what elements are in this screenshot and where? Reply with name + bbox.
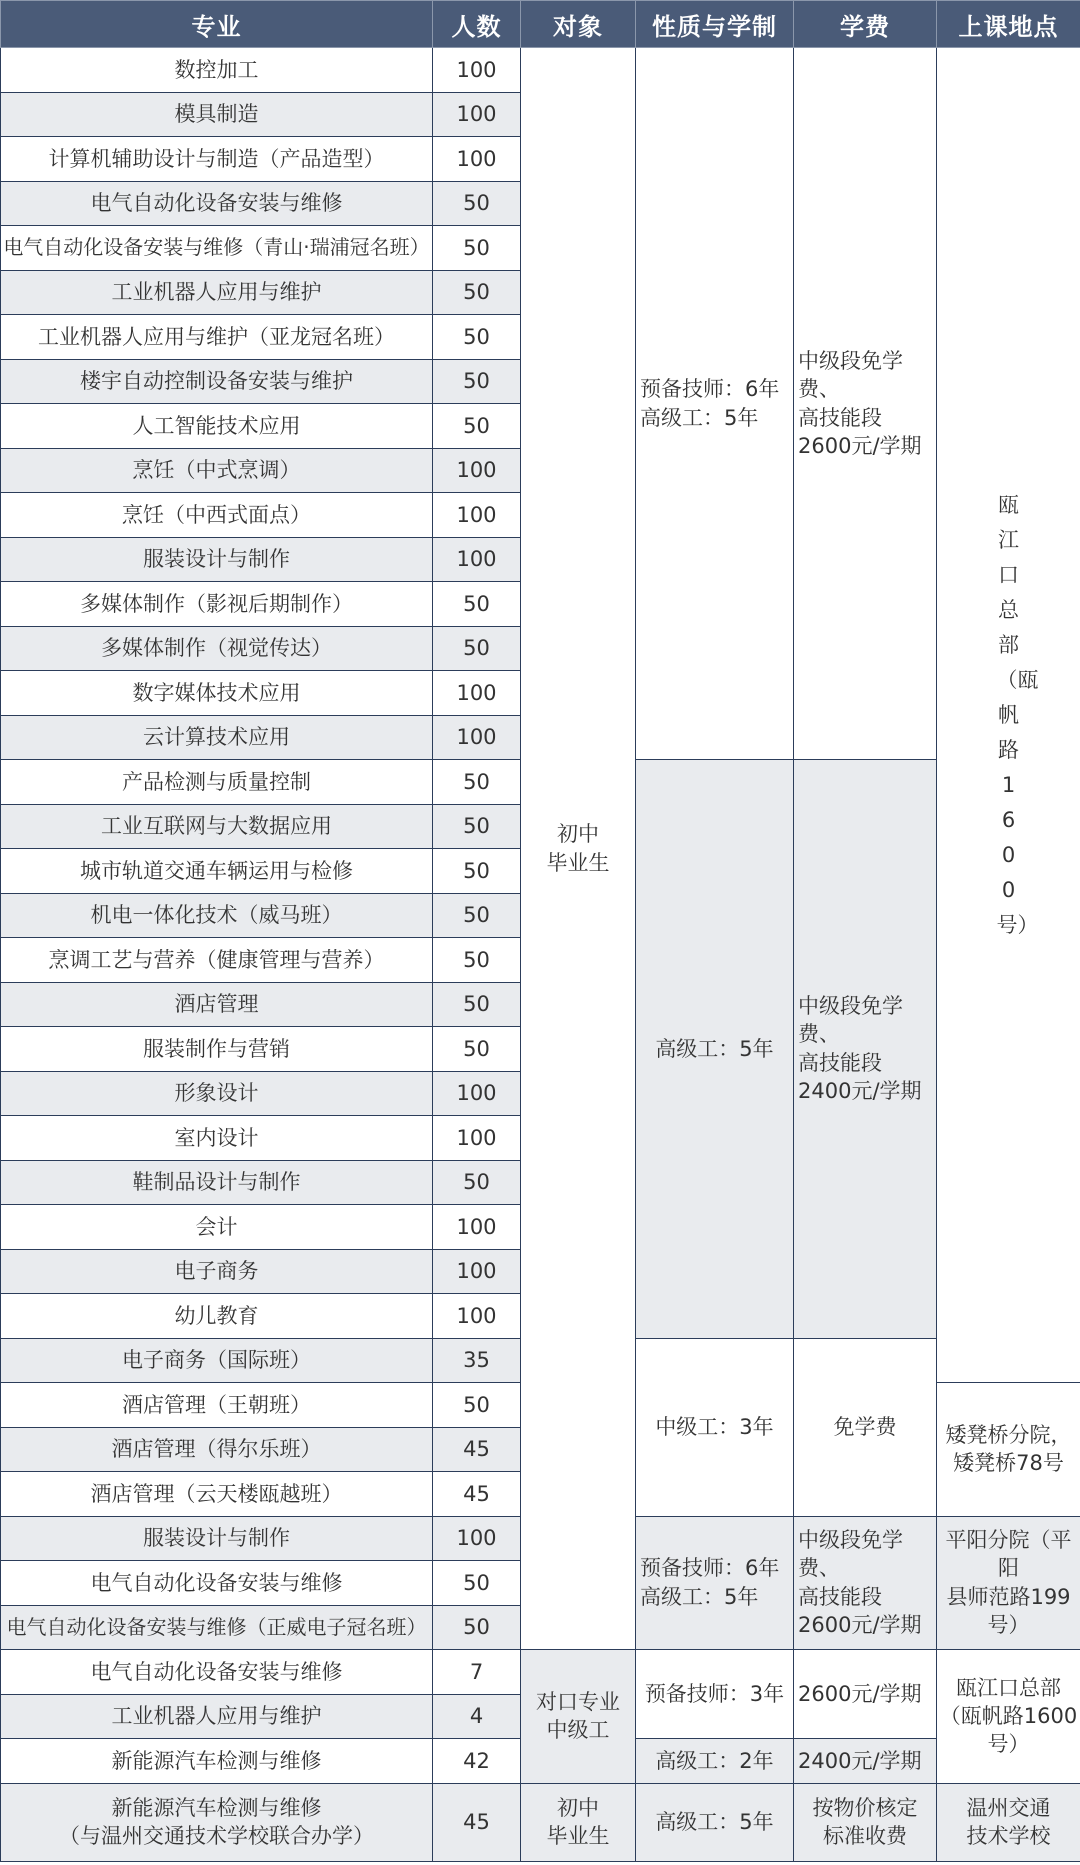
major-cell: 幼儿教育: [1, 1294, 433, 1339]
count-cell: 50: [433, 582, 521, 627]
fee-line: 中级段免学费、: [798, 994, 903, 1047]
target-cell: [521, 1650, 636, 1784]
major-cell: 计算机辅助设计与制造（产品造型）: [1, 137, 433, 182]
fee-line: 2600元/学期: [798, 433, 922, 458]
count-cell: 100: [433, 448, 521, 493]
location-line: 矮凳桥分院，: [945, 1422, 1072, 1447]
fee-cell: [794, 1338, 937, 1516]
major-cell: 多媒体制作（视觉传达）: [1, 626, 433, 671]
major-cell: 数控加工: [1, 48, 433, 93]
system-line: 预备技师：6年: [640, 1556, 780, 1581]
major-cell: 电气自动化设备安装与维修（青山·瑞浦冠名班）: [1, 226, 433, 271]
count-cell: 50: [433, 760, 521, 805]
location-cell: [937, 1783, 1080, 1861]
target-cell: [521, 1783, 636, 1861]
count-cell: 100: [433, 1516, 521, 1561]
major-cell: 城市轨道交通车辆运用与检修: [1, 849, 433, 894]
count-cell: 45: [433, 1783, 521, 1861]
fee-cell: [794, 760, 937, 1339]
target-text: 对口专业 中级工: [536, 1689, 620, 1743]
fee-cell: [794, 1783, 937, 1861]
major-cell: 电子商务（国际班）: [1, 1338, 433, 1383]
count-cell: 100: [433, 715, 521, 760]
header-row: [1, 1, 1080, 48]
location-cell: [937, 48, 1080, 1383]
target-cell: [521, 48, 636, 1650]
major-cell: 烹调工艺与营养（健康管理与营养）: [1, 938, 433, 983]
major-cell: 服装制作与营销: [1, 1027, 433, 1072]
system-line: 预备技师：3年: [644, 1681, 785, 1706]
major-cell: 形象设计: [1, 1071, 433, 1116]
system-cell: [636, 48, 794, 760]
location-cell: [937, 1650, 1080, 1784]
system-line: 高级工：5年: [640, 405, 759, 430]
count-cell: 100: [433, 48, 521, 93]
system-line: 预备技师：6年: [640, 377, 780, 402]
fee-line: 高技能段: [798, 1050, 882, 1075]
target-text: 初中 毕业生: [546, 1795, 610, 1848]
major-cell: 电气自动化设备安装与维修: [1, 1561, 433, 1606]
count-cell: 100: [433, 1071, 521, 1116]
major-cell: [1, 1783, 433, 1861]
fee-cell: [794, 1650, 937, 1739]
count-cell: 42: [433, 1739, 521, 1784]
count-cell: 50: [433, 181, 521, 226]
major-cell: 酒店管理（王朝班）: [1, 1383, 433, 1428]
count-cell: 100: [433, 1116, 521, 1161]
system-line: 高级工：2年: [655, 1748, 774, 1773]
major-cell: 酒店管理（得尔乐班）: [1, 1427, 433, 1472]
system-line: 高级工：5年: [655, 1036, 774, 1061]
fee-line: 中级段免学费、: [798, 1528, 903, 1581]
header-location: 上课地点: [937, 1, 1080, 48]
major-cell: 鞋制品设计与制作: [1, 1160, 433, 1205]
major-cell: 烹饪（中式烹调）: [1, 448, 433, 493]
fee-line: 2400元/学期: [798, 1079, 922, 1104]
count-cell: 4: [433, 1694, 521, 1739]
count-cell: 50: [433, 938, 521, 983]
system-cell: [636, 1650, 794, 1739]
location-line: 温州交通: [966, 1795, 1051, 1820]
system-line: 高级工：5年: [640, 1584, 759, 1609]
fee-line: 高技能段: [798, 1584, 882, 1609]
location-line: 县师范路199号）: [946, 1584, 1071, 1638]
count-cell: 50: [433, 315, 521, 360]
count-cell: 7: [433, 1650, 521, 1695]
count-cell: 45: [433, 1427, 521, 1472]
count-cell: 100: [433, 1249, 521, 1294]
major-cell: 会计: [1, 1205, 433, 1250]
count-cell: 50: [433, 893, 521, 938]
major-cell: 模具制造: [1, 92, 433, 137]
count-cell: 100: [433, 1294, 521, 1339]
system-cell: [636, 1516, 794, 1650]
count-cell: 50: [433, 849, 521, 894]
major-line: 新能源汽车检测与维修: [111, 1795, 322, 1820]
count-cell: 50: [433, 270, 521, 315]
count-cell: 50: [433, 1027, 521, 1072]
major-cell: 电气自动化设备安装与维修: [1, 1650, 433, 1695]
major-cell: 室内设计: [1, 1116, 433, 1161]
fee-line: 2600元/学期: [798, 1681, 922, 1706]
header-fee: 学费: [794, 1, 937, 48]
major-cell: 工业互联网与大数据应用: [1, 804, 433, 849]
count-cell: 100: [433, 671, 521, 716]
location-cell: [937, 1516, 1080, 1650]
count-cell: 100: [433, 537, 521, 582]
system-cell: [636, 1338, 794, 1516]
location-line: 技术学校: [966, 1824, 1051, 1848]
location-line: 瓯江口总部: [956, 1675, 1061, 1700]
count-cell: 50: [433, 1561, 521, 1606]
fee-line: 2400元/学期: [798, 1748, 922, 1773]
major-cell: 电气自动化设备安装与维修（正威电子冠名班）: [1, 1605, 433, 1650]
major-cell: 电子商务: [1, 1249, 433, 1294]
major-cell: 酒店管理（云天楼瓯越班）: [1, 1472, 433, 1517]
major-cell: 酒店管理: [1, 982, 433, 1027]
major-cell: 电气自动化设备安装与维修: [1, 181, 433, 226]
target-text: 初中 毕业生: [546, 822, 610, 875]
fee-cell: [794, 1739, 937, 1784]
major-cell: 多媒体制作（影视后期制作）: [1, 582, 433, 627]
fee-line: 2600元/学期: [798, 1613, 922, 1638]
fee-cell: [794, 1516, 937, 1650]
fee-cell: [794, 48, 937, 760]
major-cell: 工业机器人应用与维护: [1, 1694, 433, 1739]
system-line: 高级工：5年: [655, 1809, 774, 1834]
fee-line: 标准收费: [823, 1824, 907, 1848]
header-major: 专业: [1, 1, 433, 48]
location-line: 平阳分院（平阳: [945, 1528, 1072, 1581]
major-cell: 人工智能技术应用: [1, 404, 433, 449]
count-cell: 100: [433, 92, 521, 137]
table-row: [1, 1650, 1080, 1695]
table-row: [1, 1783, 1080, 1861]
system-cell: [636, 760, 794, 1339]
major-cell: 数字媒体技术应用: [1, 671, 433, 716]
count-cell: 50: [433, 404, 521, 449]
major-cell: 机电一体化技术（威马班）: [1, 893, 433, 938]
count-cell: 50: [433, 626, 521, 671]
count-cell: 50: [433, 226, 521, 271]
count-cell: 100: [433, 137, 521, 182]
major-cell: 服装设计与制作: [1, 1516, 433, 1561]
major-cell: 工业机器人应用与维护: [1, 270, 433, 315]
major-cell: 云计算技术应用: [1, 715, 433, 760]
fee-line: 按物价核定: [812, 1795, 918, 1820]
system-cell: [636, 1783, 794, 1861]
location-text: 瓯江口总部（瓯帆路1600号）: [996, 492, 1039, 937]
major-cell: 产品检测与质量控制: [1, 760, 433, 805]
table-row: [1, 48, 1080, 93]
count-cell: 100: [433, 1205, 521, 1250]
count-cell: 35: [433, 1338, 521, 1383]
fee-line: 中级段免学费、: [798, 348, 903, 402]
location-line: （瓯帆路1600号）: [939, 1704, 1078, 1757]
count-cell: 50: [433, 359, 521, 404]
location-line: 矮凳桥78号: [953, 1451, 1064, 1476]
header-target: 对象: [521, 1, 636, 48]
location-cell: [937, 1383, 1080, 1517]
count-cell: 50: [433, 1383, 521, 1428]
major-cell: 烹饪（中西式面点）: [1, 493, 433, 538]
system-cell: [636, 1739, 794, 1784]
count-cell: 50: [433, 1605, 521, 1650]
fee-line: 高技能段: [798, 405, 882, 430]
fee-line: 免学费: [833, 1414, 897, 1439]
major-cell: 服装设计与制作: [1, 537, 433, 582]
count-cell: 50: [433, 982, 521, 1027]
count-cell: 45: [433, 1472, 521, 1517]
system-line: 中级工：3年: [655, 1414, 774, 1439]
header-system: 性质与学制: [636, 1, 794, 48]
major-line: （与温州交通技术学校联合办学）: [59, 1824, 374, 1848]
major-cell: 楼宇自动控制设备安装与维护: [1, 359, 433, 404]
major-cell: 工业机器人应用与维护（亚龙冠名班）: [1, 315, 433, 360]
major-cell: 新能源汽车检测与维修: [1, 1739, 433, 1784]
count-cell: 100: [433, 493, 521, 538]
count-cell: 50: [433, 804, 521, 849]
count-cell: 50: [433, 1160, 521, 1205]
header-count: 人数: [433, 1, 521, 48]
